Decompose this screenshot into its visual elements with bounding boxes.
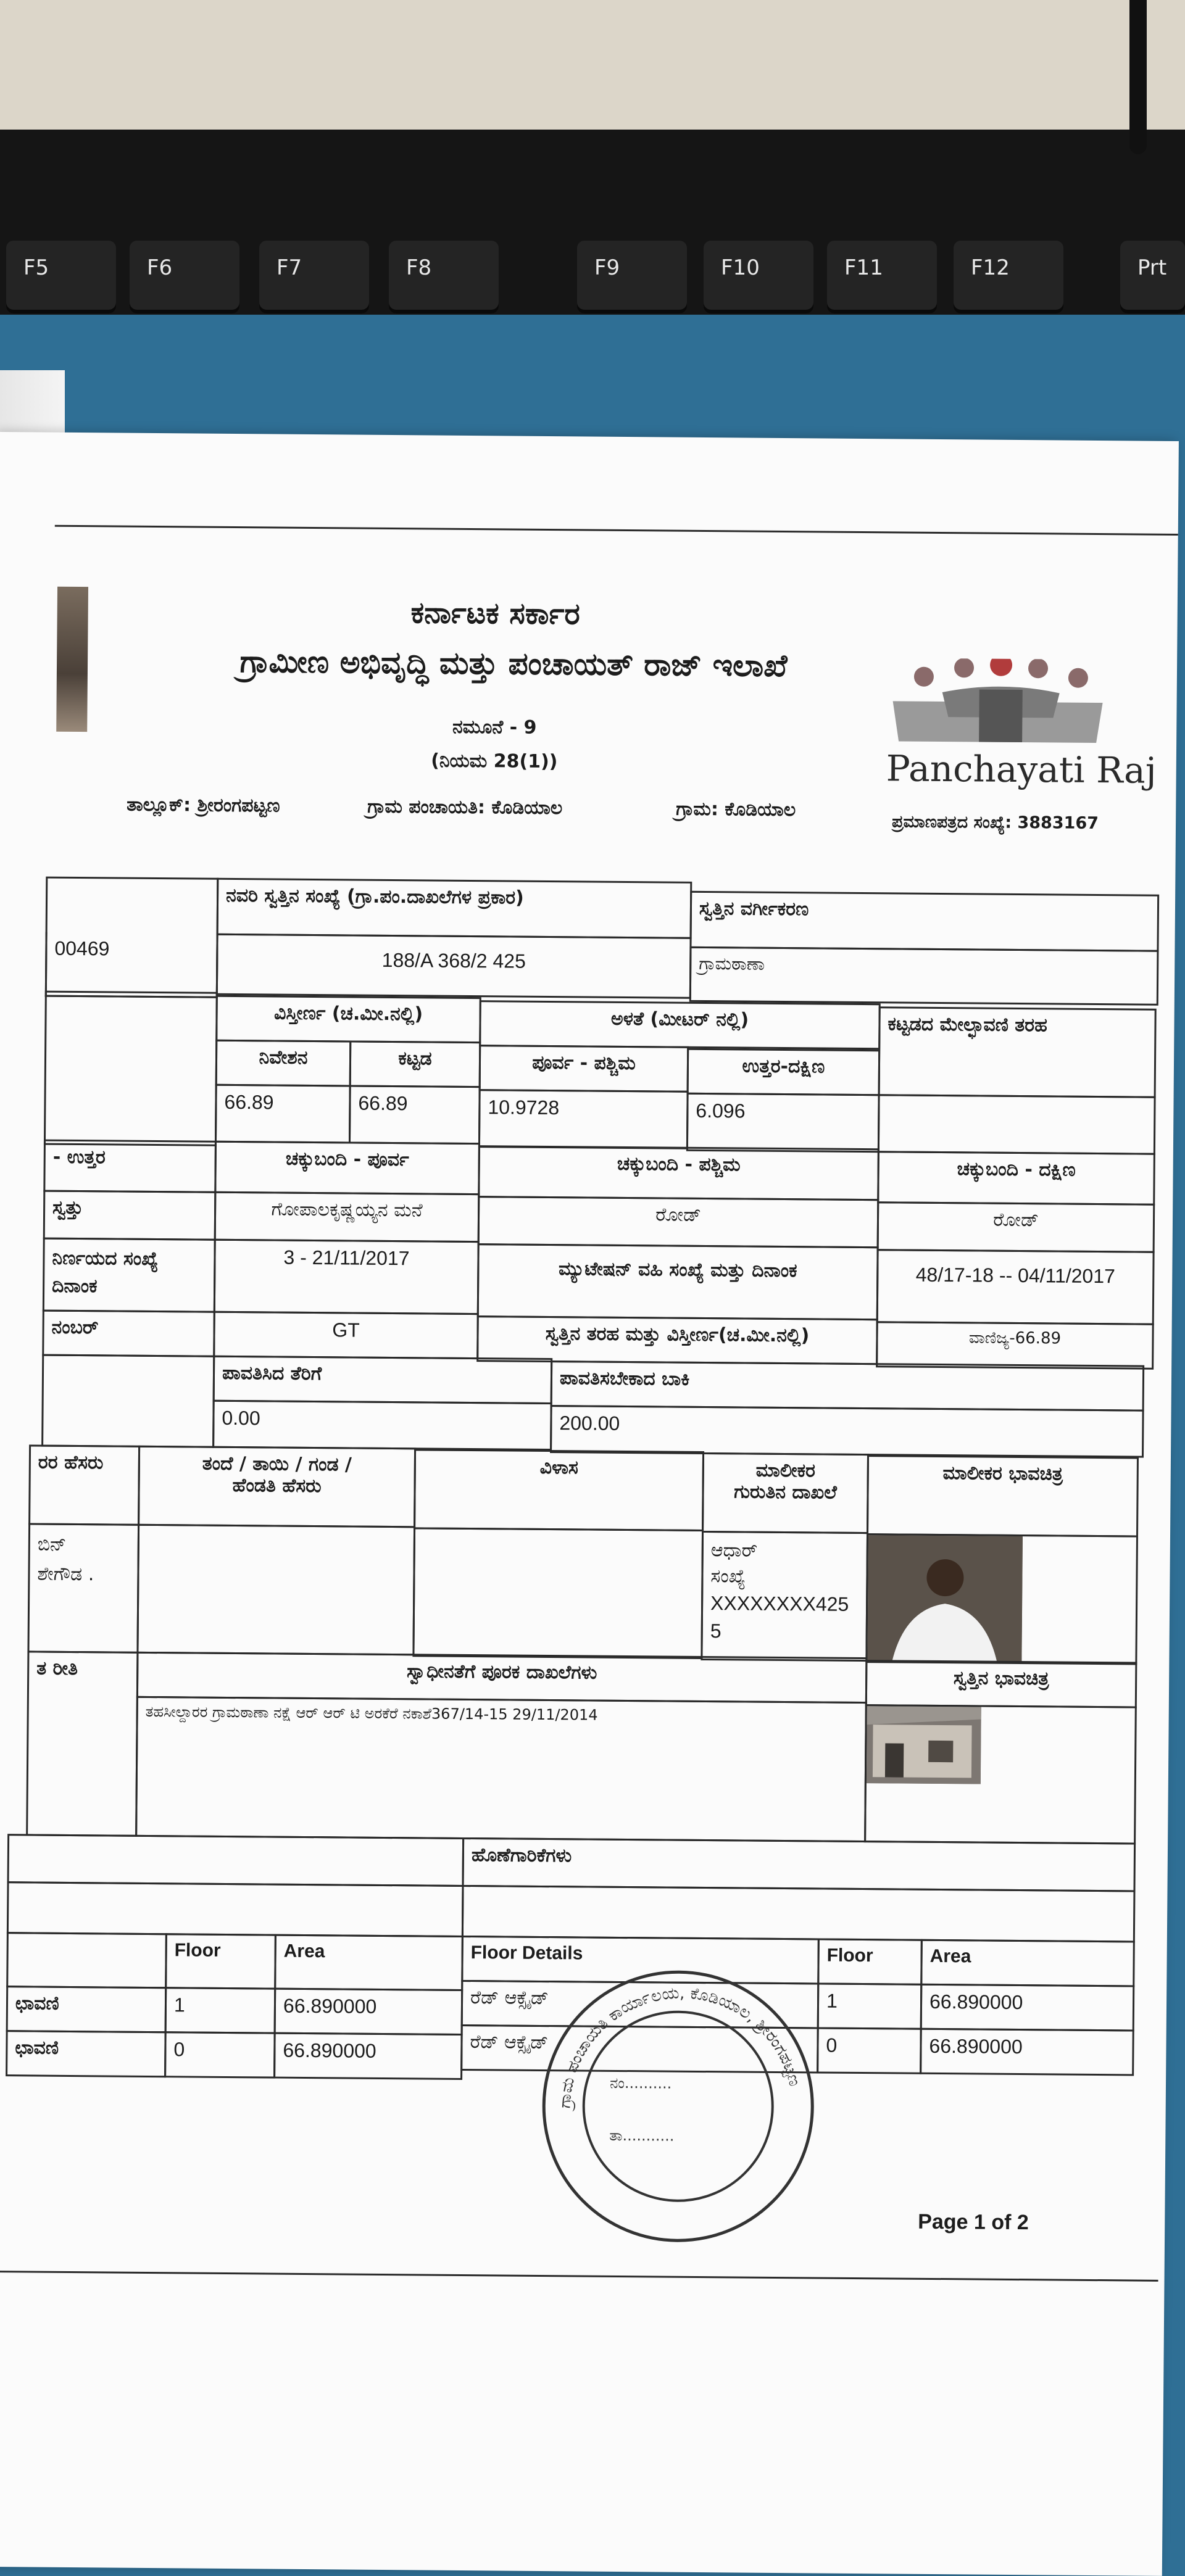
east-boundary: ಗೋಪಾಲಕೃಷ್ಣಯ್ಯನ ಮನೆ [214,1191,480,1243]
key-f8 [389,241,499,313]
floor-detail-row-1: ರೆಡ್ ಆಕ್ಸೈಡ್ [461,1980,820,2029]
state-title: ಕರ್ನಾಟಕ ಸರ್ಕಾರ [410,595,580,632]
key-prtsc [1120,241,1185,313]
approval-label-line-1: ನಿರ್ಣಯದ ಸಂಖ್ಯೆ [52,1247,159,1270]
site-label: ನಿವೇಶನ [215,1040,352,1087]
floor-row-1-side: ಛಾವಣಿ [6,1986,167,2033]
building-label: ಕಟ್ಟಡ [349,1040,481,1088]
floor-row-2-area: 66.890000 [273,2032,463,2080]
key-label: F10 [721,255,760,280]
owner-id-label [702,1452,869,1534]
owner-name-label: ರರ ಹೆಸರು [28,1444,140,1525]
key-f5 [6,241,116,313]
floor-detail-row-1-floor: 1 [817,1982,923,2029]
property-photo-icon [867,1706,981,1784]
south-boundary-label: ಚಕ್ಕುಬಂದಿ - ದಕ್ಷಿಣ [877,1151,1155,1206]
key-f9 [577,241,687,313]
bottom-rule [0,2271,1158,2282]
owner-id-line-1: ಆಧಾರ್ [710,1539,758,1562]
blank-cell [7,1834,465,1887]
east-west-value: 10.9728 [478,1089,689,1149]
floor-detail-row-2-floor: 0 [817,2027,922,2074]
village: ಗ್ರಾಮ: ಕೊಡಿಯಾಲ [676,798,796,821]
key-f6 [130,241,239,313]
area-label: ವಿಸ್ತೀರ್ಣ (ಚ.ಮೀ.ನಲ್ಲಿ) [215,995,481,1043]
number-label: ನಂಬರ್ [42,1310,215,1357]
north-label: - ಉತ್ತರ [43,1140,217,1193]
floor-header-right: Floor [817,1938,923,1985]
type-area-label: ಸ್ವತ್ತಿನ ತರಹ ಮತ್ತು ವಿಸ್ತೀರ್ಣ(ಚ.ಮೀ.ನಲ್ಲಿ) [476,1315,878,1365]
page-number: Page 1 of 2 [918,2209,1029,2235]
site-area: 66.89 [215,1084,351,1144]
background-wall [0,0,1185,142]
logo-text: Panchayati Raj [886,747,1157,792]
address-value [412,1527,704,1659]
south-boundary: ರೋಡ್ [877,1201,1155,1253]
building-area: 66.89 [349,1085,481,1145]
seal-ring-text: ಗ್ರಾಮ ಪಂಚಾಯತಿ ಕಾರ್ಯಾಲಯ, ಕೊಡಿಯಾಲ, ಶ್ರೀರಂಗಪಟ್ಟಣ [555,1984,804,2109]
gram-panchayat: ಗ್ರಾಮ ಪಂಚಾಯತಿ: ಕೊಡಿಯಾಲ [367,795,563,819]
liabilities-value [462,1885,1136,1943]
key-label: F9 [594,255,620,280]
taluk: ತಾಲ್ಲೂಕ್: ಶ್ರೀರಂಗಪಟ್ಟಣ [127,793,280,817]
cable [1129,0,1147,154]
key-label: F12 [971,255,1010,280]
mutation-label: ಮ್ಯುಟೇಷನ್ ವಹಿ ಸಂಖ್ಯೆ ಮತ್ತು ದಿನಾಂಕ [477,1243,879,1320]
floor-detail-row-2-area: 66.890000 [920,2028,1134,2076]
rule-number: (ನಿಯಮ 28(1)) [431,750,558,773]
relation-label-line-2: ಹೆಂಡತಿ ಹೆಸರು [232,1475,322,1497]
owner-id-line-4: 5 [710,1619,721,1642]
property-photo-label: ಸ್ವತ್ತಿನ ಭಾವಚಿತ್ರ [865,1660,1137,1708]
approval-value: 3 - 21/11/2017 [214,1239,480,1315]
number-value: GT [213,1311,479,1359]
key-f10 [704,241,813,313]
relation-label [138,1446,416,1528]
key-label: F7 [276,255,302,280]
blank-cell [6,1932,167,1989]
owner-id-label-line-2: ಗುರುತಿನ ದಾಖಲೆ [734,1481,838,1504]
measure-label: ಅಳತೆ (ಮೀಟರ್ ನಲ್ಲಿ) [479,1000,881,1050]
blank-cell [44,991,218,1146]
official-seal [541,1969,815,2243]
owner-id [701,1531,868,1662]
tax-paid-label: ಪಾವತಿಸಿದ ತೆರಿಗೆ [213,1356,553,1404]
classification: ಗ್ರಾಮಠಾಣಾ [689,946,1159,1006]
property-no-label: ನವರಿ ಸ್ವತ್ತಿನ ಸಂಖ್ಯೆ (ಗ್ರಾ.ಪಂ.ದಾಖಲೆಗಳ ಪ್ರಕಾರ) [217,878,692,939]
east-boundary-label: ಚಕ್ಕುಬಂದಿ - ಪೂರ್ವ [214,1141,480,1195]
acquisition-method-label: ತ ರೀತಿ [26,1650,138,1836]
west-boundary-label: ಚಕ್ಕುಬಂದಿ - ಪಶ್ಚಿಮ [478,1145,879,1201]
property-number: 188/A 368/2 425 [216,934,692,999]
north-side-label: ಸ್ವತ್ತು [43,1190,217,1241]
approval-label-line-2: ದಿನಾಂಕ [51,1275,98,1298]
owner-id-line-3: XXXXXXXX425 [710,1592,849,1615]
acquisition-docs-value: ತಹಸೀಲ್ದಾರರ ಗ್ರಾಮಠಾಣಾ ನಕ್ಷೆ ಆರ್ ಆರ್ ಟಿ ಅರಕೆರೆ ನಕಾಶೆ367/14-15 29/11/2014 [135,1696,867,1842]
west-boundary: ರೋಡ್ [478,1196,879,1248]
address-label: ವಿಳಾಸ [414,1449,704,1531]
department-title: ಗ್ರಾಮೀಣ ಅಭಿವೃದ್ಧಿ ಮತ್ತು ಪಂಚಾಯತ್ ರಾಜ್ ಇಲಾಖೆ [239,644,788,684]
north-south-value: 6.096 [686,1093,880,1153]
owner-name-line-2: ಶೇಗೌಡ . [37,1563,94,1586]
north-south-label: ಉತ್ತರ-ದಕ್ಷಿಣ [687,1048,881,1096]
floor-row-2-floor: 0 [164,2031,276,2078]
key-label: Prt [1137,255,1167,280]
roof-label: ಕಟ್ಟಡದ ಮೇಲ್ಛಾವಣಿ ತರಹ [878,1006,1157,1098]
left-id-cell [45,932,218,998]
seal-inner-ring [582,2010,775,2203]
left-id: 00469 [54,937,110,960]
approval-label [43,1238,216,1313]
tax-due: 200.00 [550,1405,1144,1458]
type-area-value: ವಾಣಿಜ್ಯ-66.89 [876,1321,1154,1370]
area-header-right: Area [920,1939,1135,1987]
blank-cell [7,1881,464,1937]
acquisition-docs-label: ಸ್ವಾಧೀನತೆಗೆ ಪೂರಕ ದಾಖಲೆಗಳು [136,1652,868,1704]
owner-photo-cell [865,1533,1138,1665]
key-label: F8 [406,255,432,280]
relation-value [136,1524,415,1656]
owner-id-line-2: ಸಂಖ್ಯೆ [710,1565,746,1588]
owner-photo-icon [867,1535,1023,1662]
key-f11 [827,241,937,313]
seal-number-label: ನಂ.......... [609,2074,672,2092]
property-certificate-page [0,432,1179,2576]
liabilities-label: ಹೊಣೆಗಾರಿಕೆಗಳು [462,1837,1136,1892]
owner-photo-label: ಮಾಲೀಕರ ಭಾವಚಿತ್ರ [867,1455,1139,1537]
top-rule [55,525,1178,536]
floor-detail-row-1-area: 66.890000 [920,1984,1135,2032]
tax-paid: 0.00 [212,1400,552,1451]
form-number: ನಮೂನೆ - 9 [452,716,537,739]
east-west-label: ಪೂರ್ವ - ಪಶ್ಚಿಮ [479,1045,689,1093]
key-label: F6 [147,255,173,280]
roof-value [878,1094,1156,1155]
key-f12 [954,241,1063,313]
key-label: F11 [844,255,883,280]
owner-id-label-line-1: ಮಾಲೀಕರ [755,1459,816,1482]
floor-detail-row-2: ರೆಡ್ ಆಕ್ಸೈಡ್ [460,2024,819,2074]
certificate-number: ಪ್ರಮಾಣಪತ್ರದ ಸಂಖ್ಯೆ: 3883167 [891,812,1099,833]
relation-label-line-1: ತಂದೆ / ತಾಯಿ / ಗಂಡ / [202,1452,352,1476]
floor-header: Floor [165,1933,276,1989]
classification-label: ಸ್ವತ್ತಿನ ವರ್ಗೀಕರಣ [689,891,1159,952]
blank-cell [41,1354,215,1448]
floor-row-2-side: ಛಾವಣಿ [6,2030,167,2077]
area-header: Area [274,1934,464,1991]
key-f7 [259,241,369,313]
seal-date-label: ತಾ........... [609,2126,675,2145]
property-photo-cell [864,1704,1137,1844]
floor-row-1-floor: 1 [165,1987,276,2034]
mutation-value: 48/17-18 -- 04/11/2017 [876,1249,1155,1325]
owner-name [27,1523,139,1653]
key-label: F5 [23,255,49,280]
floor-details-header: Floor Details [461,1936,820,1985]
floor-row-1-area: 66.890000 [274,1988,464,2036]
tax-due-label: ಪಾವತಿಸಬೇಕಾದ ಬಾಕಿ [551,1360,1145,1412]
owner-name-line-1: ಬಿನ್ [37,1533,67,1555]
